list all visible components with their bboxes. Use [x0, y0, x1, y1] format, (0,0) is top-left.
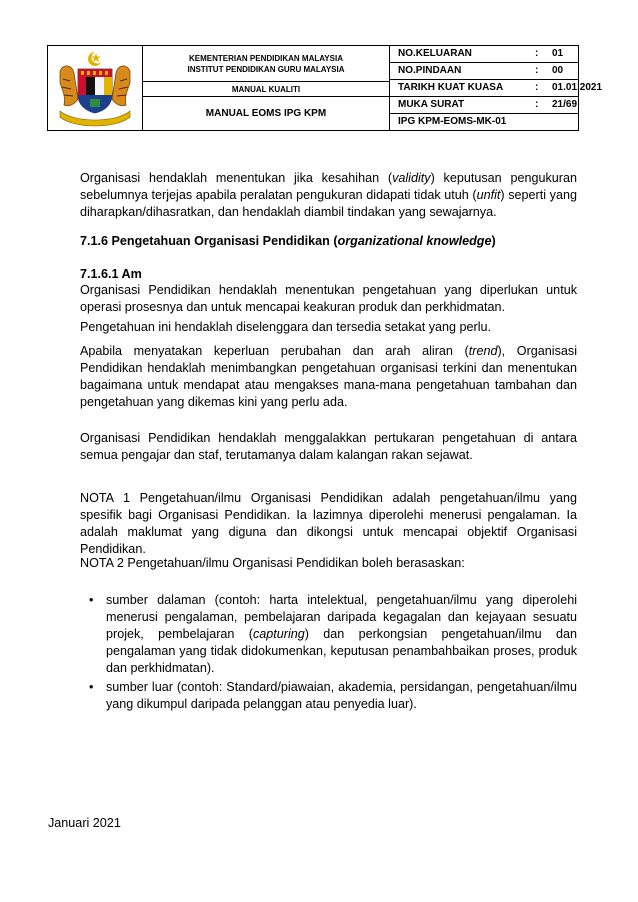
- italic-term: validity: [392, 171, 431, 185]
- italic-term: trend: [468, 344, 498, 358]
- paragraph-trend: [80, 343, 577, 411]
- paragraph-validity: [80, 170, 577, 221]
- paragraph-knowledge-exchange: [80, 430, 577, 464]
- manual-label: MANUAL KUALITI: [143, 82, 389, 97]
- knowledge-source-list: [80, 592, 577, 715]
- paragraph-text: NOTA 1 Pengetahuan/ilmu Organisasi Pendidikan adalah pengetahuan/ilmu yang spesifik bagi Organisasi Pendidikan. Ia lazimnya diperolehi menerusi pengalaman. Ia adalah maklumat yang diguna dan dikongsi untuk mencapai objektif Organisasi Pendidikan.: [80, 491, 577, 556]
- field-separator: :: [535, 65, 539, 76]
- field-value: 01: [552, 48, 564, 59]
- field-key: NO.KELUARAN: [398, 48, 472, 59]
- paragraph-text: Pengetahuan ini hendaklah diselenggara dan tersedia setakat yang perlu.: [80, 320, 492, 334]
- paragraph-text: NOTA 2 Pengetahuan/ilmu Organisasi Pendidikan boleh berasaskan:: [80, 556, 465, 570]
- section-heading-7-1-6-1: [80, 266, 577, 283]
- header-middle: [143, 46, 390, 130]
- field-value: 21/69: [552, 99, 578, 110]
- list-item: [80, 679, 577, 713]
- institute-name: INSTITUT PENDIDIKAN GURU MALAYSIA: [187, 64, 345, 74]
- italic-term: unfit: [476, 188, 501, 202]
- paragraph-knowledge-required: [80, 282, 577, 316]
- text-run: ) dan perkongsian pengetahuan/ilmu dan pengalaman yang tidak didokumenkan, keputusan penambahbaikan proses, produk dan perkhidmatan).: [106, 627, 577, 675]
- field-no-pindaan: [390, 63, 578, 80]
- text-run: ) keputusan pengukuran sebelumnya terjejas apabila peralatan pengukuran didapati tidak utuh (: [80, 171, 577, 202]
- text-run: Apabila menyatakan keperluan perubahan dan arah aliran (: [80, 344, 469, 358]
- logo-cell: [48, 46, 143, 130]
- text-run: sumber dalaman (contoh: harta intelektual, pengetahuan/ilmu yang diperolehi menerusi pengalaman, pembelajaran daripada kegagalan dan kejayaan sesuatu projek, pembelajaran (: [106, 593, 577, 641]
- section-heading-7-1-6: [80, 233, 577, 250]
- document-control-fields: [390, 46, 603, 130]
- italic-term: capturing: [252, 627, 305, 641]
- text-run: ), Organisasi Pendidikan hendaklah menimbangkan pengetahuan organisasi terkini dan menentukan bagaimana untuk mendapat atau mengakses mana-mana pengetahuan tambahan dan pengetahuan yang dikemas kini yang perlu ada.: [80, 344, 577, 409]
- field-tarikh-kuat-kuasa: [390, 80, 603, 97]
- field-no-keluaran: [390, 46, 578, 63]
- field-muka-surat: [390, 97, 578, 114]
- list-item: [80, 592, 577, 677]
- organization-name: [143, 46, 389, 82]
- note-2: [80, 555, 577, 572]
- heading-text: 7.1.6 Pengetahuan Organisasi Pendidikan (: [80, 234, 338, 248]
- field-key: TARIKH KUAT KUASA: [398, 82, 504, 93]
- document-code: IPG KPM-EOMS-MK-01: [398, 116, 507, 127]
- field-separator: :: [535, 99, 539, 110]
- paragraph-text: Organisasi Pendidikan hendaklah menentukan pengetahuan yang diperlukan untuk operasi prosesnya dan untuk mencapai keakuran produk dan perkhidmatan.: [80, 283, 577, 314]
- text-run: sumber luar (contoh: Standard/piawaian, akademia, persidangan, pengetahuan/ilmu yang dikumpul daripada pelanggan atau penyedia luar).: [106, 680, 577, 711]
- heading-text: ): [491, 234, 496, 248]
- text-run: ) seperti yang diharapkan/dihasratkan, dan hendaklah diambil tindakan yang sewajarnya.: [80, 188, 577, 219]
- field-value: 01.01.2021: [552, 82, 603, 93]
- heading-text: 7.1.6.1 Am: [80, 267, 142, 281]
- document-header: [47, 45, 603, 131]
- malaysia-coat-of-arms-icon: [54, 49, 136, 127]
- note-1: [80, 490, 577, 558]
- footer-date: Januari 2021: [48, 816, 121, 830]
- ministry-name: KEMENTERIAN PENDIDIKAN MALAYSIA: [189, 53, 343, 63]
- paragraph-maintained: [80, 319, 577, 336]
- field-doc-code: [390, 114, 578, 131]
- italic-term: organizational knowledge: [337, 234, 492, 248]
- field-key: MUKA SURAT: [398, 99, 465, 110]
- field-separator: :: [535, 48, 539, 59]
- paragraph-text: Organisasi Pendidikan hendaklah menggalakkan pertukaran pengetahuan di antara semua pengajar dan staf, terutamanya dalam kalangan rakan sejawat.: [80, 431, 577, 462]
- field-key: NO.PINDAAN: [398, 65, 462, 76]
- text-run: Organisasi hendaklah menentukan jika kesahihan (: [80, 171, 393, 185]
- field-value: 00: [552, 65, 564, 76]
- field-separator: :: [535, 82, 539, 93]
- document-title: MANUAL EOMS IPG KPM: [205, 108, 327, 119]
